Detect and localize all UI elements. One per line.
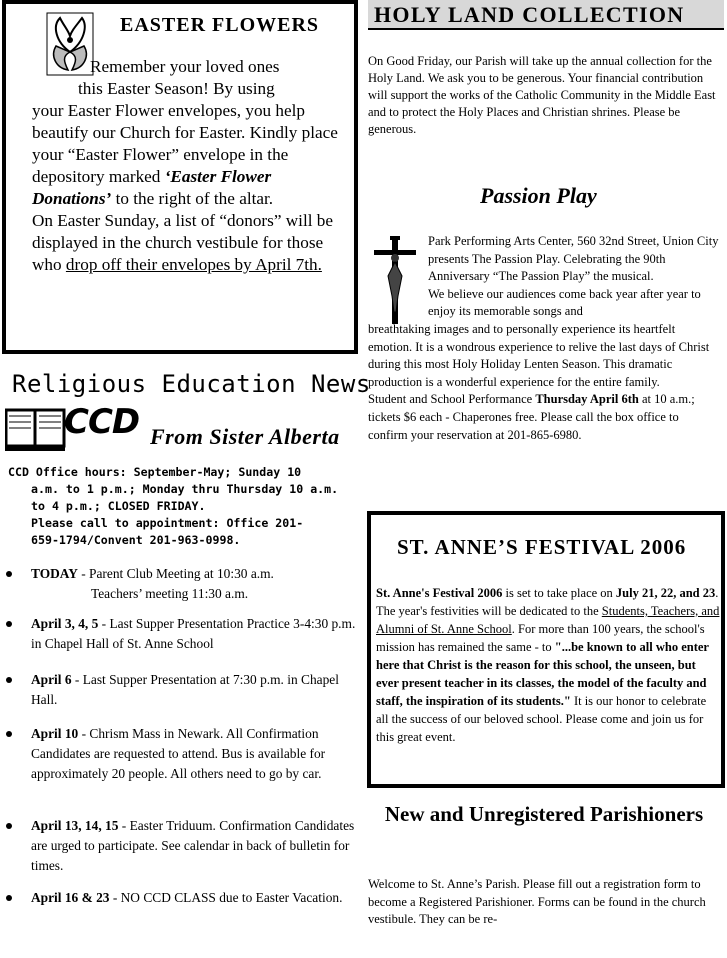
easter-text-c: On Easter Sunday, a list of “donors” will be displayed in the church vestibule for those who [32, 211, 334, 274]
ccd-office-hours [8, 464, 353, 549]
passion-performance-date: Thursday April 6th [535, 392, 639, 407]
new-parishioners-body: Welcome to St. Anne’s Parish. Please fill out a registration form to become a Registered Parishioner. Forms can be found in the church vestibule. They can be re- [368, 877, 706, 927]
easter-flowers-body [28, 56, 354, 276]
bullet-icon [6, 895, 12, 901]
office-line3: to 4 p.m.; CLOSED FRIDAY. [31, 499, 206, 513]
bullet-icon [6, 571, 12, 577]
festival-dedication: Students, Teachers, and Alumni of St. Anne School [376, 604, 720, 636]
item-text: - NO CCD CLASS due to Easter Vacation. [109, 890, 343, 905]
passion-p2b: breathtaking images and to personally experience its heartfelt emotion. It is a wondrous experience to relive the last days of Christ during this most Holy Holiday Lenten Season. This dramatic production is a wonderful experience for the entire family. [368, 321, 710, 389]
st-anne-festival-title: ST. ANNE’S FESTIVAL 2006 [397, 535, 687, 559]
easter-flowers-title: EASTER FLOWERS [120, 14, 320, 36]
passion-p3a: Student and School Performance [368, 392, 536, 407]
ccd-logo-text: CCD [64, 402, 140, 442]
st-anne-festival-body [376, 584, 720, 746]
office-line2: a.m. to 1 p.m.; Monday thru Thursday 10 a.m. [31, 482, 339, 496]
easter-deadline: drop off their envelopes by April 7th. [65, 255, 322, 274]
festival-mission-quote: "...be known to all who enter here that Christ is the reason for this school, the unseen, but ever present teacher in its classes, the model of the faculty and staff, the inspiration of its students." [376, 640, 709, 708]
easter-line2: this Easter Season! By using [78, 79, 275, 98]
bullet-icon [6, 823, 12, 829]
ccd-list-item [6, 724, 358, 784]
festival-dates: July 21, 22, and 23 [615, 586, 716, 600]
ccd-list-item [6, 670, 358, 710]
festival-name: St. Anne's Festival 2006 [376, 586, 503, 600]
festival-text-2: . The year's festivities will be dedicated to the [376, 586, 719, 618]
passion-play-body [368, 233, 720, 444]
item-date: April 6 [31, 672, 72, 687]
easter-donations-label: ‘Easter Flower Donations’ [32, 167, 272, 208]
item-date: TODAY [31, 566, 78, 581]
item-text-2: Teachers’ meeting 11:30 a.m. [91, 586, 249, 601]
office-line5: 659-1794/Convent 201-963-0998. [31, 533, 241, 547]
passion-p1: Park Performing Arts Center, 560 32nd Street, Union City presents The Passion Play. Celebrating the 90th Anniversary “The Passion Play” the musical. [428, 234, 719, 284]
ccd-list-item [6, 888, 358, 908]
ccd-list-item [6, 564, 358, 604]
item-text: - Easter Triduum. Confirmation Candidates are urged to participate. See calendar in back of bulletin for times. [31, 818, 355, 873]
festival-text-1: is set to take place on [502, 586, 616, 600]
item-date: April 10 [31, 726, 79, 741]
holy-land-title: HOLY LAND COLLECTION [374, 2, 685, 27]
passion-p2a: We believe our audiences come back year after year to enjoy its memorable songs and [428, 286, 701, 319]
easter-text-b: to the right of the altar. [111, 189, 274, 208]
office-line4: Please call to appointment: Office 201- [31, 516, 304, 530]
religious-education-title: Religious Education News [12, 370, 371, 398]
item-date: April 16 & 23 [31, 890, 110, 905]
passion-play-title: Passion Play [480, 183, 597, 208]
item-date: April 3, 4, 5 [31, 616, 99, 631]
festival-text-3: . For more than 100 years, the school's mission has remained the same - to [376, 622, 705, 654]
bullet-icon [6, 677, 12, 683]
bullet-icon [6, 621, 12, 627]
ccd-list-item [6, 614, 358, 654]
easter-text-a: your Easter Flower envelopes, you help beautify our Church for Easter. Kindly place your “Easter Flower” envelope in the depository marked [32, 101, 338, 186]
item-text: - Chrism Mass in Newark. All Confirmation Candidates are requested to attend. Bus is available for approximately 20 people. All others need to go by car. [31, 726, 326, 781]
item-text: - Last Supper Presentation at 7:30 p.m. in Chapel Hall. [31, 672, 339, 707]
new-parishioners-title: New and Unregistered Parishioners [384, 802, 704, 826]
item-text: - Parent Club Meeting at 10:30 a.m. [77, 566, 274, 581]
bullet-icon [6, 731, 12, 737]
from-sister-alberta: From Sister Alberta [150, 424, 340, 449]
passion-p3b: at 10 a.m.; tickets $6 each - Chaperones free. Please call the box office to confirm your reservation at 201-865-6980. [368, 392, 695, 442]
office-line1: CCD Office hours: September-May; Sunday 10 [8, 465, 302, 479]
festival-text-4: It is our honor to celebrate all the success of our beloved school. Please come and join us for this great event. [376, 694, 707, 744]
easter-line1: Remember your loved ones [90, 57, 280, 76]
ccd-list-item [6, 816, 358, 876]
item-text: - Last Supper Presentation Practice 3-4:30 p.m. in Chapel Hall of St. Anne School [31, 616, 356, 651]
item-date: April 13, 14, 15 [31, 818, 119, 833]
holy-land-body: On Good Friday, our Parish will take up the annual collection for the Holy Land. We ask you to be generous. Your financial contribution will support the works of the Catholic Community in the Middle East and to protect the Holy Places and Christian shrines. Please be generous. [368, 54, 716, 136]
